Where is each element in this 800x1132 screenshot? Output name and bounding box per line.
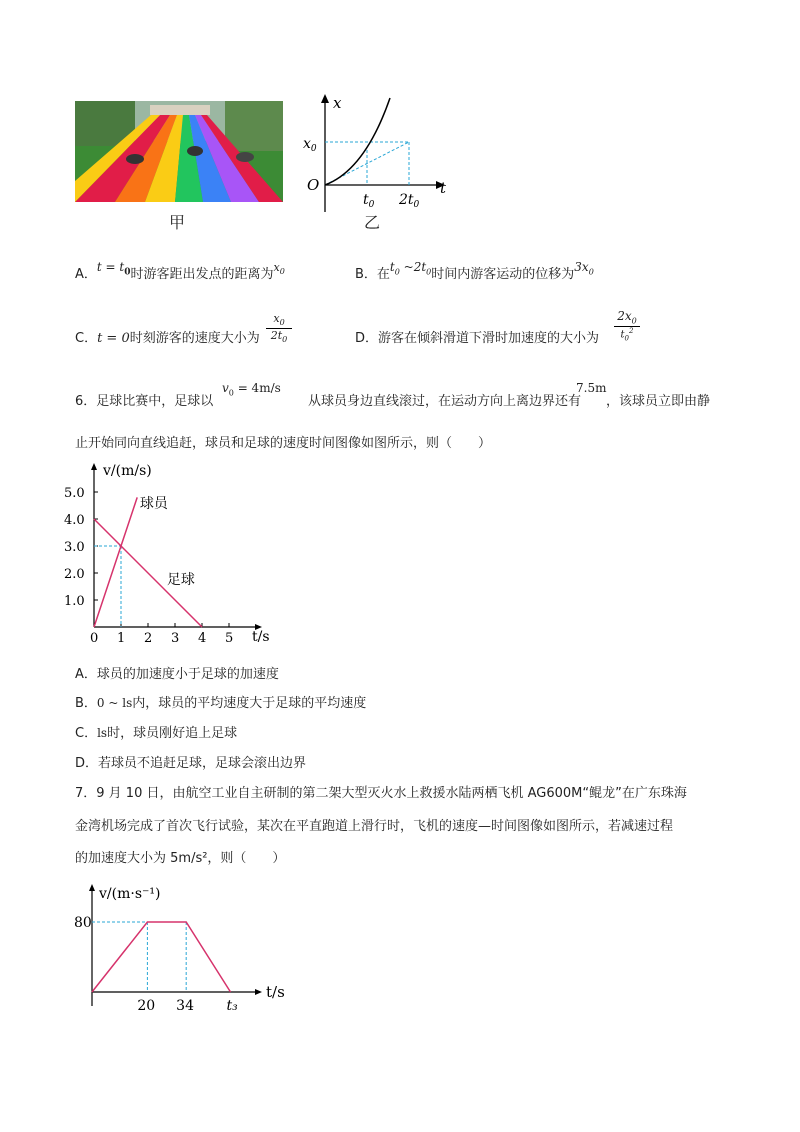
q5-option-c[interactable]: C．t = 0时刻游客的速度大小为	[75, 331, 260, 346]
q5-option-b[interactable]: B．在$t_0$ $\sim 2t_0$时间内游客运动的位移为$3x_0$	[355, 260, 594, 282]
x-tick-label: 4	[198, 631, 207, 646]
y-tick-label: 4.0	[64, 513, 85, 528]
x-tick-label: 1	[117, 631, 126, 646]
x-tick-label: t₃	[226, 998, 238, 1014]
y-tick-label: 2.0	[64, 567, 85, 582]
y-axis-arrow	[91, 463, 97, 470]
x-axis-label: t/s	[252, 629, 270, 645]
q6-option-c[interactable]: C．ls时，球员刚好追上足球	[75, 726, 238, 741]
axis-t-label: t	[440, 179, 447, 197]
series-label-ball: 足球	[166, 571, 195, 588]
series-label-player: 球员	[139, 496, 168, 513]
q5-option-a[interactable]: A．$t = t_0$时游客距出发点的距离为$^{x_0}$	[75, 260, 285, 282]
x-tick-label: 34	[176, 998, 195, 1014]
q6-stem-line2: 止开始同向直线追赶，球员和足球的速度时间图像如图所示，则（ ）	[75, 436, 492, 451]
q5-option-d-fraction: $2x_0$ $t_0^2$	[614, 309, 640, 343]
y-tick-label: 80	[74, 915, 92, 931]
x-tick-t0: $t_0$	[363, 192, 375, 210]
q7-stem-line3: 的加速度大小为 5m/s²，则（ ）	[75, 851, 286, 866]
y-tick-label: 3.0	[64, 540, 85, 555]
x-tick-label: 5	[225, 631, 234, 646]
q6-option-d[interactable]: D．若球员不追赶足球，足球会滚出边界	[75, 756, 307, 771]
y-tick-label: 5.0	[64, 486, 85, 501]
q6-stem-line1c: ，该球员立即由静	[606, 394, 711, 409]
q7-vt-chart	[62, 878, 302, 1018]
x-tick-label: 2	[144, 631, 153, 646]
q6-vt-chart	[62, 455, 292, 647]
y-tick-label: 1.0	[64, 594, 85, 609]
q6-option-a[interactable]: A．球员的加速度小于足球的加速度	[75, 667, 279, 682]
rainbow-slide-illustration	[75, 101, 283, 202]
y-axis-arrow	[89, 884, 95, 891]
q7-stem-line2: 金湾机场完成了首次飞行试验，某次在平直跑道上滑行时，飞机的速度—时间图像如图所示，若减速过程	[75, 819, 674, 834]
q6-stem-line1: 6．足球比赛中，足球以	[75, 394, 214, 409]
x-tick-label: 3	[171, 631, 180, 646]
series-line-player	[94, 497, 137, 627]
x-tick-label: 20	[137, 998, 156, 1014]
y-axis-label: v/(m·s⁻¹)	[99, 886, 161, 902]
axis-x-label: x	[333, 94, 342, 112]
figure-yi-caption: 乙	[364, 213, 381, 232]
q6-stem-line1b: 从球员身边直线滚过，在运动方向上离边界还有	[308, 394, 582, 409]
q5-option-c-fraction: $x_0$ $2t_0$	[266, 312, 292, 344]
x-axis-arrow	[255, 989, 262, 995]
figure-yi-xt-graph	[295, 90, 455, 225]
series-line-velocity	[92, 922, 231, 992]
x-tick-2t0: $2t_0$	[399, 192, 420, 210]
x-axis-label: t/s	[266, 983, 285, 1001]
origin-label: O	[307, 176, 320, 194]
q6-option-b[interactable]: B．0 ~ ls内，球员的平均速度大于足球的平均速度	[75, 696, 367, 711]
q7-stem-line1: 7．9 月 10 日，由航空工业自主研制的第二架大型灭火水上救援水陆两栖飞机 AG600M“鲲龙”在广东珠海	[75, 786, 687, 801]
figure-jia-caption: 甲	[169, 213, 186, 232]
y-tick-x0: $x_0$	[303, 136, 317, 154]
q6-dist: 7.5m	[576, 381, 607, 395]
y-axis-label: v/(m/s)	[103, 463, 152, 479]
q6-v0: $v_0 = 4m/s$	[222, 381, 281, 398]
origin-label: 0	[90, 631, 99, 646]
q5-option-d[interactable]: D．游客在倾斜滑道下滑时加速度的大小为	[355, 331, 600, 346]
photo-slide	[75, 101, 283, 202]
